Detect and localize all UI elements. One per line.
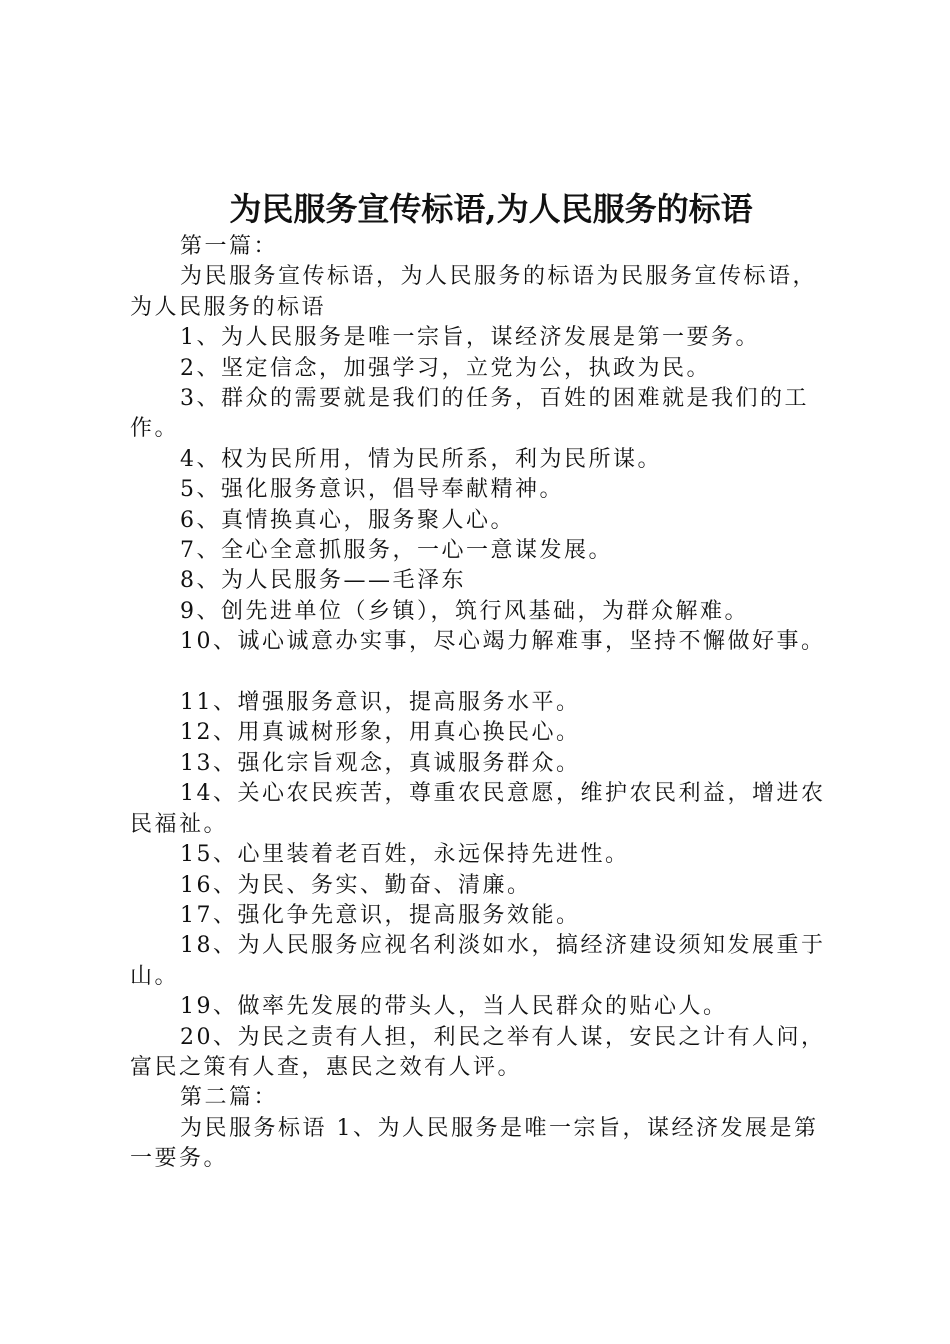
paragraph: 为民服务宣传标语，为人民服务的标语为民服务宣传标语，为人民服务的标语: [130, 264, 818, 320]
document-title: 为民服务宣传标语,为人民服务的标语: [229, 190, 753, 228]
paragraph: 18、为人民服务应视名利淡如水，搞经济建设须知发展重于山。: [130, 933, 826, 989]
paragraph: 12、用真诚树形象，用真心换民心。: [180, 720, 581, 746]
paragraph: 16、为民、务实、勤奋、清廉。: [180, 872, 532, 898]
paragraph: 13、强化宗旨观念，真诚服务群众。: [180, 750, 581, 776]
paragraph: 20、为民之责有人担，利民之举有人谋，安民之计有人问，富民之策有人查，惠民之效有人评。: [130, 1024, 826, 1080]
paragraph: 第一篇：: [180, 234, 279, 259]
paragraph: 6、真情换真心，服务聚人心。: [180, 507, 515, 533]
paragraph: 第二篇：: [180, 1085, 279, 1111]
paragraph: 15、心里装着老百姓，永远保持先进性。: [180, 842, 630, 868]
paragraph: 19、做率先发展的带头人，当人民群众的贴心人。: [180, 994, 728, 1020]
document-page: [130, 186, 840, 1175]
paragraph: 为民服务标语 1、为人民服务是唯一宗旨，谋经济发展是第一要务。: [130, 1115, 819, 1172]
document-body: [130, 232, 840, 1175]
paragraph: 7、全心全意抓服务，一心一意谋发展。: [180, 538, 613, 564]
blank-line: [130, 658, 840, 688]
paragraph: 3、群众的需要就是我们的任务，百姓的困难就是我们的工作。: [130, 386, 809, 442]
paragraph: 2、坚定信念，加强学习，立党为公，执政为民。: [180, 355, 711, 381]
paragraph: 9、创先进单位（乡镇），筑行风基础，为群众解难。: [180, 598, 749, 624]
paragraph: 8、为人民服务——毛泽东: [180, 568, 466, 594]
paragraph: 14、关心农民疾苦，尊重农民意愿，维护农民利益，增进农民福祉。: [130, 781, 826, 837]
paragraph: 10、诚心诚意办实事，尽心竭力解难事，坚持不懈做好事。: [180, 629, 826, 655]
paragraph: 1、为人民服务是唯一宗旨，谋经济发展是第一要务。: [180, 325, 760, 351]
paragraph: 4、权为民所用，情为民所系，利为民所谋。: [180, 446, 662, 472]
paragraph: 5、强化服务意识，倡导奉献精神。: [180, 477, 564, 503]
paragraph: 17、强化争先意识，提高服务效能。: [180, 902, 581, 928]
paragraph: 11、增强服务意识，提高服务水平。: [180, 690, 581, 716]
